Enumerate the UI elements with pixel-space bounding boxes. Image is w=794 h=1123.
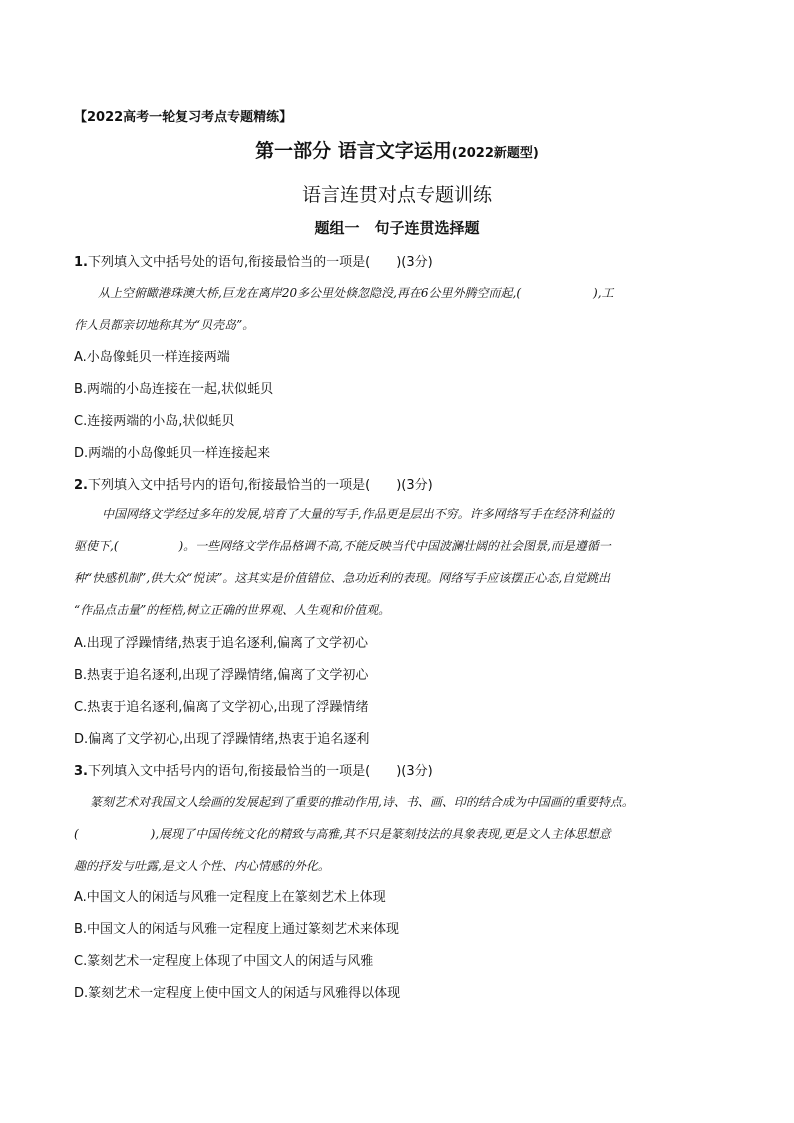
option-b: B.中国文人的闲适与风雅一定程度上通过篆刻艺术来体现 [74, 922, 400, 937]
page-subtitle: 语言连贯对点专题训练 [301, 184, 492, 206]
question-3-stem [74, 760, 433, 779]
option-d: D.偏离了文学初心,出现了浮躁情绪,热衷于追名逐利 [74, 732, 370, 747]
passage-line: 作人员都亲切地称其为“贝壳岛”。 [74, 318, 255, 332]
option-c: C.篆刻艺术一定程度上体现了中国文人的闲适与风雅 [74, 954, 374, 969]
passage-line: 种“快感机制”,供大众“悦读”。这其实是价值错位、急功近利的表现。网络写手应该摆正心态,自觉跳出 [74, 571, 611, 585]
question-number: 1. [74, 255, 88, 270]
option-a: A.小岛像蚝贝一样连接两端 [74, 350, 230, 365]
page-title [0, 136, 794, 163]
question-text: 下列填入文中括号处的语句,衔接最恰当的一项是( )(3分) [87, 255, 433, 270]
option-b: B.热衷于追名逐利,出现了浮躁情绪,偏离了文学初心 [74, 668, 369, 683]
option-d: D.两端的小岛像蚝贝一样连接起来 [74, 446, 271, 461]
option-d: D.篆刻艺术一定程度上使中国文人的闲适与风雅得以体现 [74, 986, 401, 1001]
option-b: B.两端的小岛连接在一起,状似蚝贝 [74, 382, 274, 397]
question-1-stem [74, 251, 433, 270]
option-a: A.中国文人的闲适与风雅一定程度上在篆刻艺术上体现 [74, 890, 386, 905]
series-tag: 【2022高考一轮复习考点专题精练】 [74, 110, 293, 125]
passage-line: 中国网络文学经过多年的发展,培育了大量的写手,作品更是层出不穷。许多网络写手在经济利益的 [102, 507, 614, 521]
passage-line: “作品点击量”的桎梏,树立正确的世界观、人生观和价值观。 [74, 603, 391, 617]
option-c: C.热衷于追名逐利,偏离了文学初心,出现了浮躁情绪 [74, 700, 369, 715]
question-number: 3. [74, 764, 88, 779]
title-main: 第一部分 语言文字运用 [255, 140, 452, 162]
group-heading: 题组一 句子连贯选择题 [314, 219, 480, 237]
passage-line: 篆刻艺术对我国文人绘画的发展起到了重要的推动作用,诗、书、画、印的结合成为中国画的重要特点。 [90, 795, 634, 809]
passage-line: 趣的抒发与吐露,是文人个性、内心情感的外化。 [74, 859, 330, 873]
question-text: 下列填入文中括号内的语句,衔接最恰当的一项是( )(3分) [87, 764, 433, 779]
option-a: A.出现了浮躁情绪,热衷于追名逐利,偏离了文学初心 [74, 636, 369, 651]
question-number: 2. [74, 478, 88, 493]
passage-line: 驱使下,( )。一些网络文学作品格调不高,不能反映当代中国波澜壮阔的社会图景,而是遵循一 [74, 539, 611, 553]
option-c: C.连接两端的小岛,状似蚝贝 [74, 414, 235, 429]
title-sub: (2022新题型) [451, 146, 539, 161]
question-text: 下列填入文中括号内的语句,衔接最恰当的一项是( )(3分) [87, 478, 433, 493]
question-2-stem [74, 474, 433, 493]
passage-line: 从上空俯瞰港珠澳大桥,巨龙在离岸20多公里处倏忽隐没,再在6公里外腾空而起,( ),工 [98, 286, 614, 300]
passage-line: ( ),展现了中国传统文化的精致与高雅,其不只是篆刻技法的具象表现,更是文人主体思想意 [74, 827, 611, 841]
